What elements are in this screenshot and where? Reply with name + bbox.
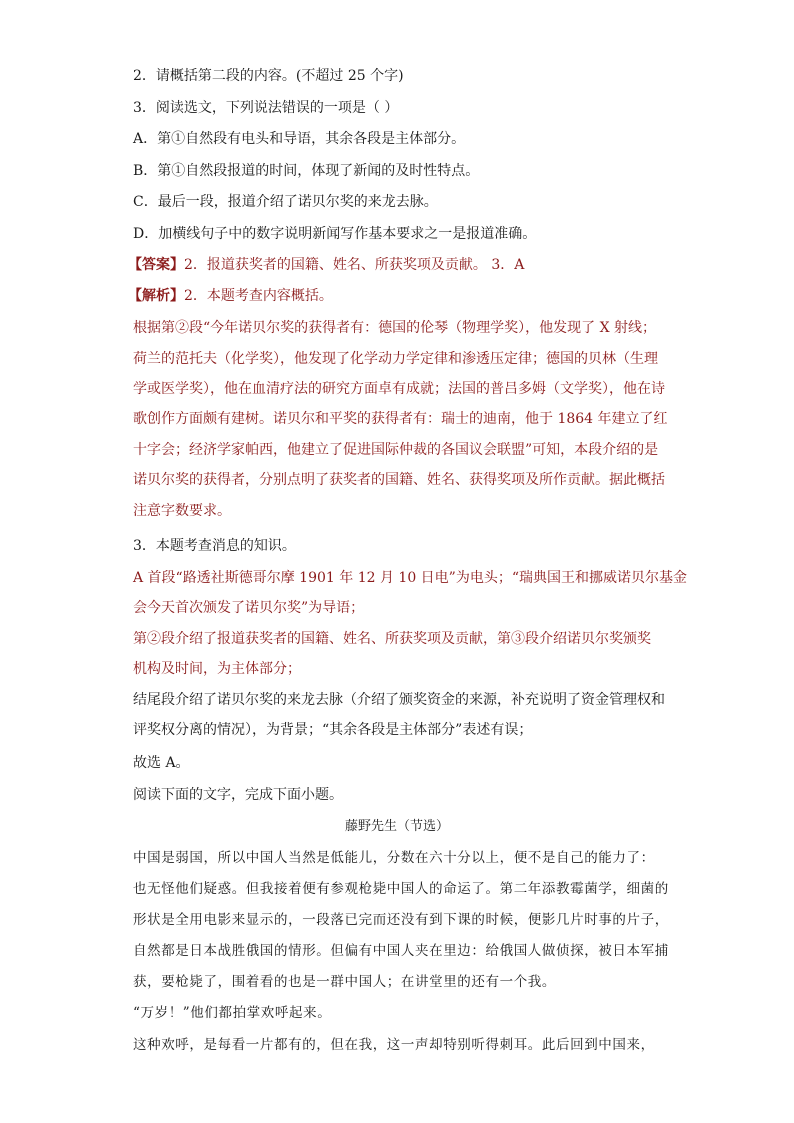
analysis-2-line: 根据第②段“今年诺贝尔奖的获得者有：德国的伦琴（物理学奖），他发现了 X 射线； (133, 320, 657, 336)
passage-title: 藤野先生（节选） (344, 819, 449, 834)
analysis-3-line: 第②段介绍了报道获奖者的国籍、姓名、所获奖项及贡献，第③段介绍诺贝尔奖颁奖 (133, 631, 651, 647)
analysis-2-line: 学或医学奖），他在血清疗法的研究方面卓有成就；法国的普吕多姆（文学奖），他在诗 (133, 381, 665, 397)
analysis-3-line: 结尾段介绍了诺贝尔奖的来龙去脉（介绍了颁奖资金的来源，补充说明了资金管理权和 (133, 692, 665, 708)
analysis-2-line: 荷兰的范托夫（化学奖），他发现了化学动力学定律和渗透压定律；德国的贝林（生理 (133, 351, 658, 367)
analysis-intro: 2．本题考查内容概括。 (184, 288, 333, 304)
question-3: 3．阅读选文，下列说法错误的一项是（ ） (133, 100, 399, 116)
analysis-3-intro: 3．本题考查消息的知识。 (133, 538, 296, 554)
question-2: 2．请概括第二段的内容。(不超过 25 个字) (133, 68, 404, 84)
answer-tag: 【答案】 (128, 257, 184, 273)
passage-line: 中国是弱国，所以中国人当然是低能儿，分数在六十分以上，便不是自己的能力了： (133, 850, 655, 866)
answer-line (128, 255, 524, 275)
analysis-line (128, 286, 333, 306)
analysis-3-line: 会今天首次颁发了诺贝尔奖”为导语； (133, 600, 365, 616)
analysis-3-line: 评奖权分离的情况），为背景；“其余各段是主体部分”表述有误； (133, 722, 533, 738)
passage-line: “万岁！”他们都拍掌欢呼起来。 (133, 1005, 332, 1021)
analysis-2-line: 歌创作方面颇有建树。诺贝尔和平奖的获得者有：瑞士的迪南，他于 1864 年建立了红 (133, 411, 668, 427)
passage-line: 获，要枪毙了，围着看的也是一群中国人；在讲堂里的还有一个我。 (133, 974, 556, 990)
passage-line: 形状是全用电影来显示的，一段落已完而还没有到下课的时候，便影几片时事的片子， (133, 912, 669, 928)
passage-line: 自然都是日本战胜俄国的情形。但偏有中国人夹在里边：给俄国人做侦探，被日本军捕 (133, 943, 669, 959)
option-b: B．第①自然段报道的时间，体现了新闻的及时性特点。 (133, 163, 480, 179)
conclusion: 故选 A。 (133, 755, 190, 771)
analysis-2-line: 诺贝尔奖的获得者，分别点明了获奖者的国籍、姓名、获得奖项及所作贡献。据此概括 (133, 472, 665, 488)
analysis-3-line: A 首段“路透社斯德哥尔摩 1901 年 12 月 10 日电”为电头；“瑞典国王和挪威诺贝尔基金 (133, 570, 687, 586)
option-c: C．最后一段，报道介绍了诺贝尔奖的来龙去脉。 (133, 194, 438, 210)
reading-instruction: 阅读下面的文字，完成下面小题。 (133, 787, 343, 803)
passage-line: 也无怪他们疑惑。但我接着便有参观枪毙中国人的命运了。第二年添教霉菌学，细菌的 (133, 881, 669, 897)
analysis-2-line: 十字会；经济学家帕西，他建立了促进国际仲裁的各国议会联盟”可知，本段介绍的是 (133, 442, 659, 458)
option-a: A．第①自然段有电头和导语，其余各段是主体部分。 (133, 131, 466, 147)
analysis-tag: 【解析】 (128, 288, 184, 304)
option-d: D．加横线句子中的数字说明新闻写作基本要求之一是报道准确。 (133, 226, 537, 242)
analysis-2-line: 注意字数要求。 (133, 503, 231, 519)
answer-text: 2．报道获奖者的国籍、姓名、所获奖项及贡献。 3．A (184, 257, 525, 273)
passage-line: 这种欢呼，是每看一片都有的，但在我，这一声却特别听得刺耳。此后回到中国来， (133, 1037, 655, 1053)
analysis-3-line: 机构及时间，为主体部分； (133, 661, 301, 677)
